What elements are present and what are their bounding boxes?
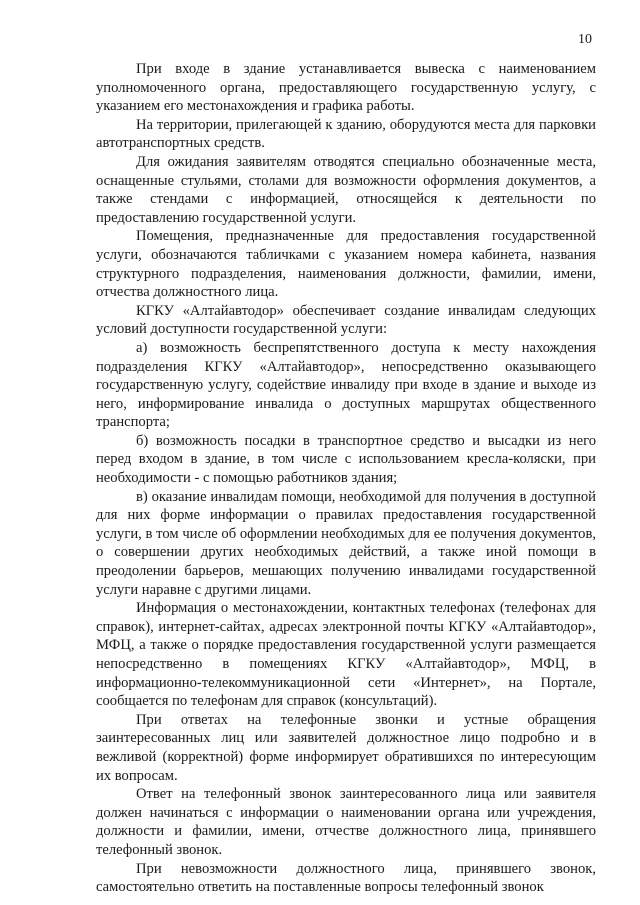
paragraph-contact-info: Информация о местонахождении, контактных телефонах (телефонах для справок), интернет-сайтах, адресах электронной почты КГКУ «Алтайавтодор», МФЦ, а также о порядке предоставления государственной услуги размещается непосредственно в помещениях КГКУ «Алтайавтодор», МФЦ, в информационно-телекоммуникационной сети «Интернет», на Портале, сообщается по телефонам для справок (консультаций). bbox=[96, 600, 596, 710]
paragraph-parking: На территории, прилегающей к зданию, оборудуются места для парковки автотранспортных средств. bbox=[96, 116, 596, 152]
paragraph-phone-answers: При ответах на телефонные звонки и устные обращения заинтересованных лиц или заявителей должностное лицо подробно и в вежливой (корректной) форме информирует обратившихся по интересующим их вопросам. bbox=[96, 711, 596, 784]
paragraph-call-greeting: Ответ на телефонный звонок заинтересованного лица или заявителя должен начинаться с информации о наименовании органа или учреждения, должности и фамилии, имени, отчестве должностного лица, принявшего телефонный звонок. bbox=[96, 786, 596, 858]
paragraph-call-redirect: При невозможности должностного лица, принявшего звонок, самостоятельно ответить на поставленные вопросы телефонный звонок bbox=[96, 860, 596, 896]
document-body bbox=[96, 60, 596, 897]
paragraph-signage: При входе в здание устанавливается вывеска с наименованием уполномоченного органа, предоставляющего государственную услугу, с указанием его местонахождения и графика работы. bbox=[96, 61, 596, 115]
paragraph-item-b: б) возможность посадки в транспортное средство и высадки из него перед входом в здание, в том числе с использованием кресла-коляски, при необходимости - с помощью работников здания; bbox=[96, 432, 596, 487]
page-number: 10 bbox=[578, 32, 592, 47]
paragraph-waiting-area: Для ожидания заявителям отводятся специально обозначенные места, оснащенные стульями, столами для возможности оформления документов, а также стендами с информацией, относящейся к деятельности по предоставлению государственной услуги. bbox=[96, 153, 596, 226]
paragraph-room-plates: Помещения, предназначенные для предоставления государственной услуги, обозначаются табличками с указанием номера кабинета, названия структурного подразделения, наименования должности, фамилии, имени, отчества должностного лица. bbox=[96, 228, 596, 301]
paragraph-item-a: а) возможность беспрепятственного доступа к месту нахождения подразделения КГКУ «Алтайавтодор», непосредственно оказывающего государственную услугу, содействие инвалиду при входе в здание и выходе из него, информирование инвалида о доступных маршрутах общественного транспорта; bbox=[96, 339, 596, 431]
paragraph-item-c: в) оказание инвалидам помощи, необходимой для получения в доступной для них форме информации о правилах предоставления государственной услуги, в том числе об оформлении необходимых для ее получения документов, о совершении других необходимых действий, а также иной помощи в преодолении барьеров, мешающих получению инвалидами государственной услуги наравне с другими лицами. bbox=[96, 488, 596, 598]
paragraph-accessibility-intro: КГКУ «Алтайавтодор» обеспечивает создание инвалидам следующих условий доступности государственной услуги: bbox=[96, 302, 596, 338]
